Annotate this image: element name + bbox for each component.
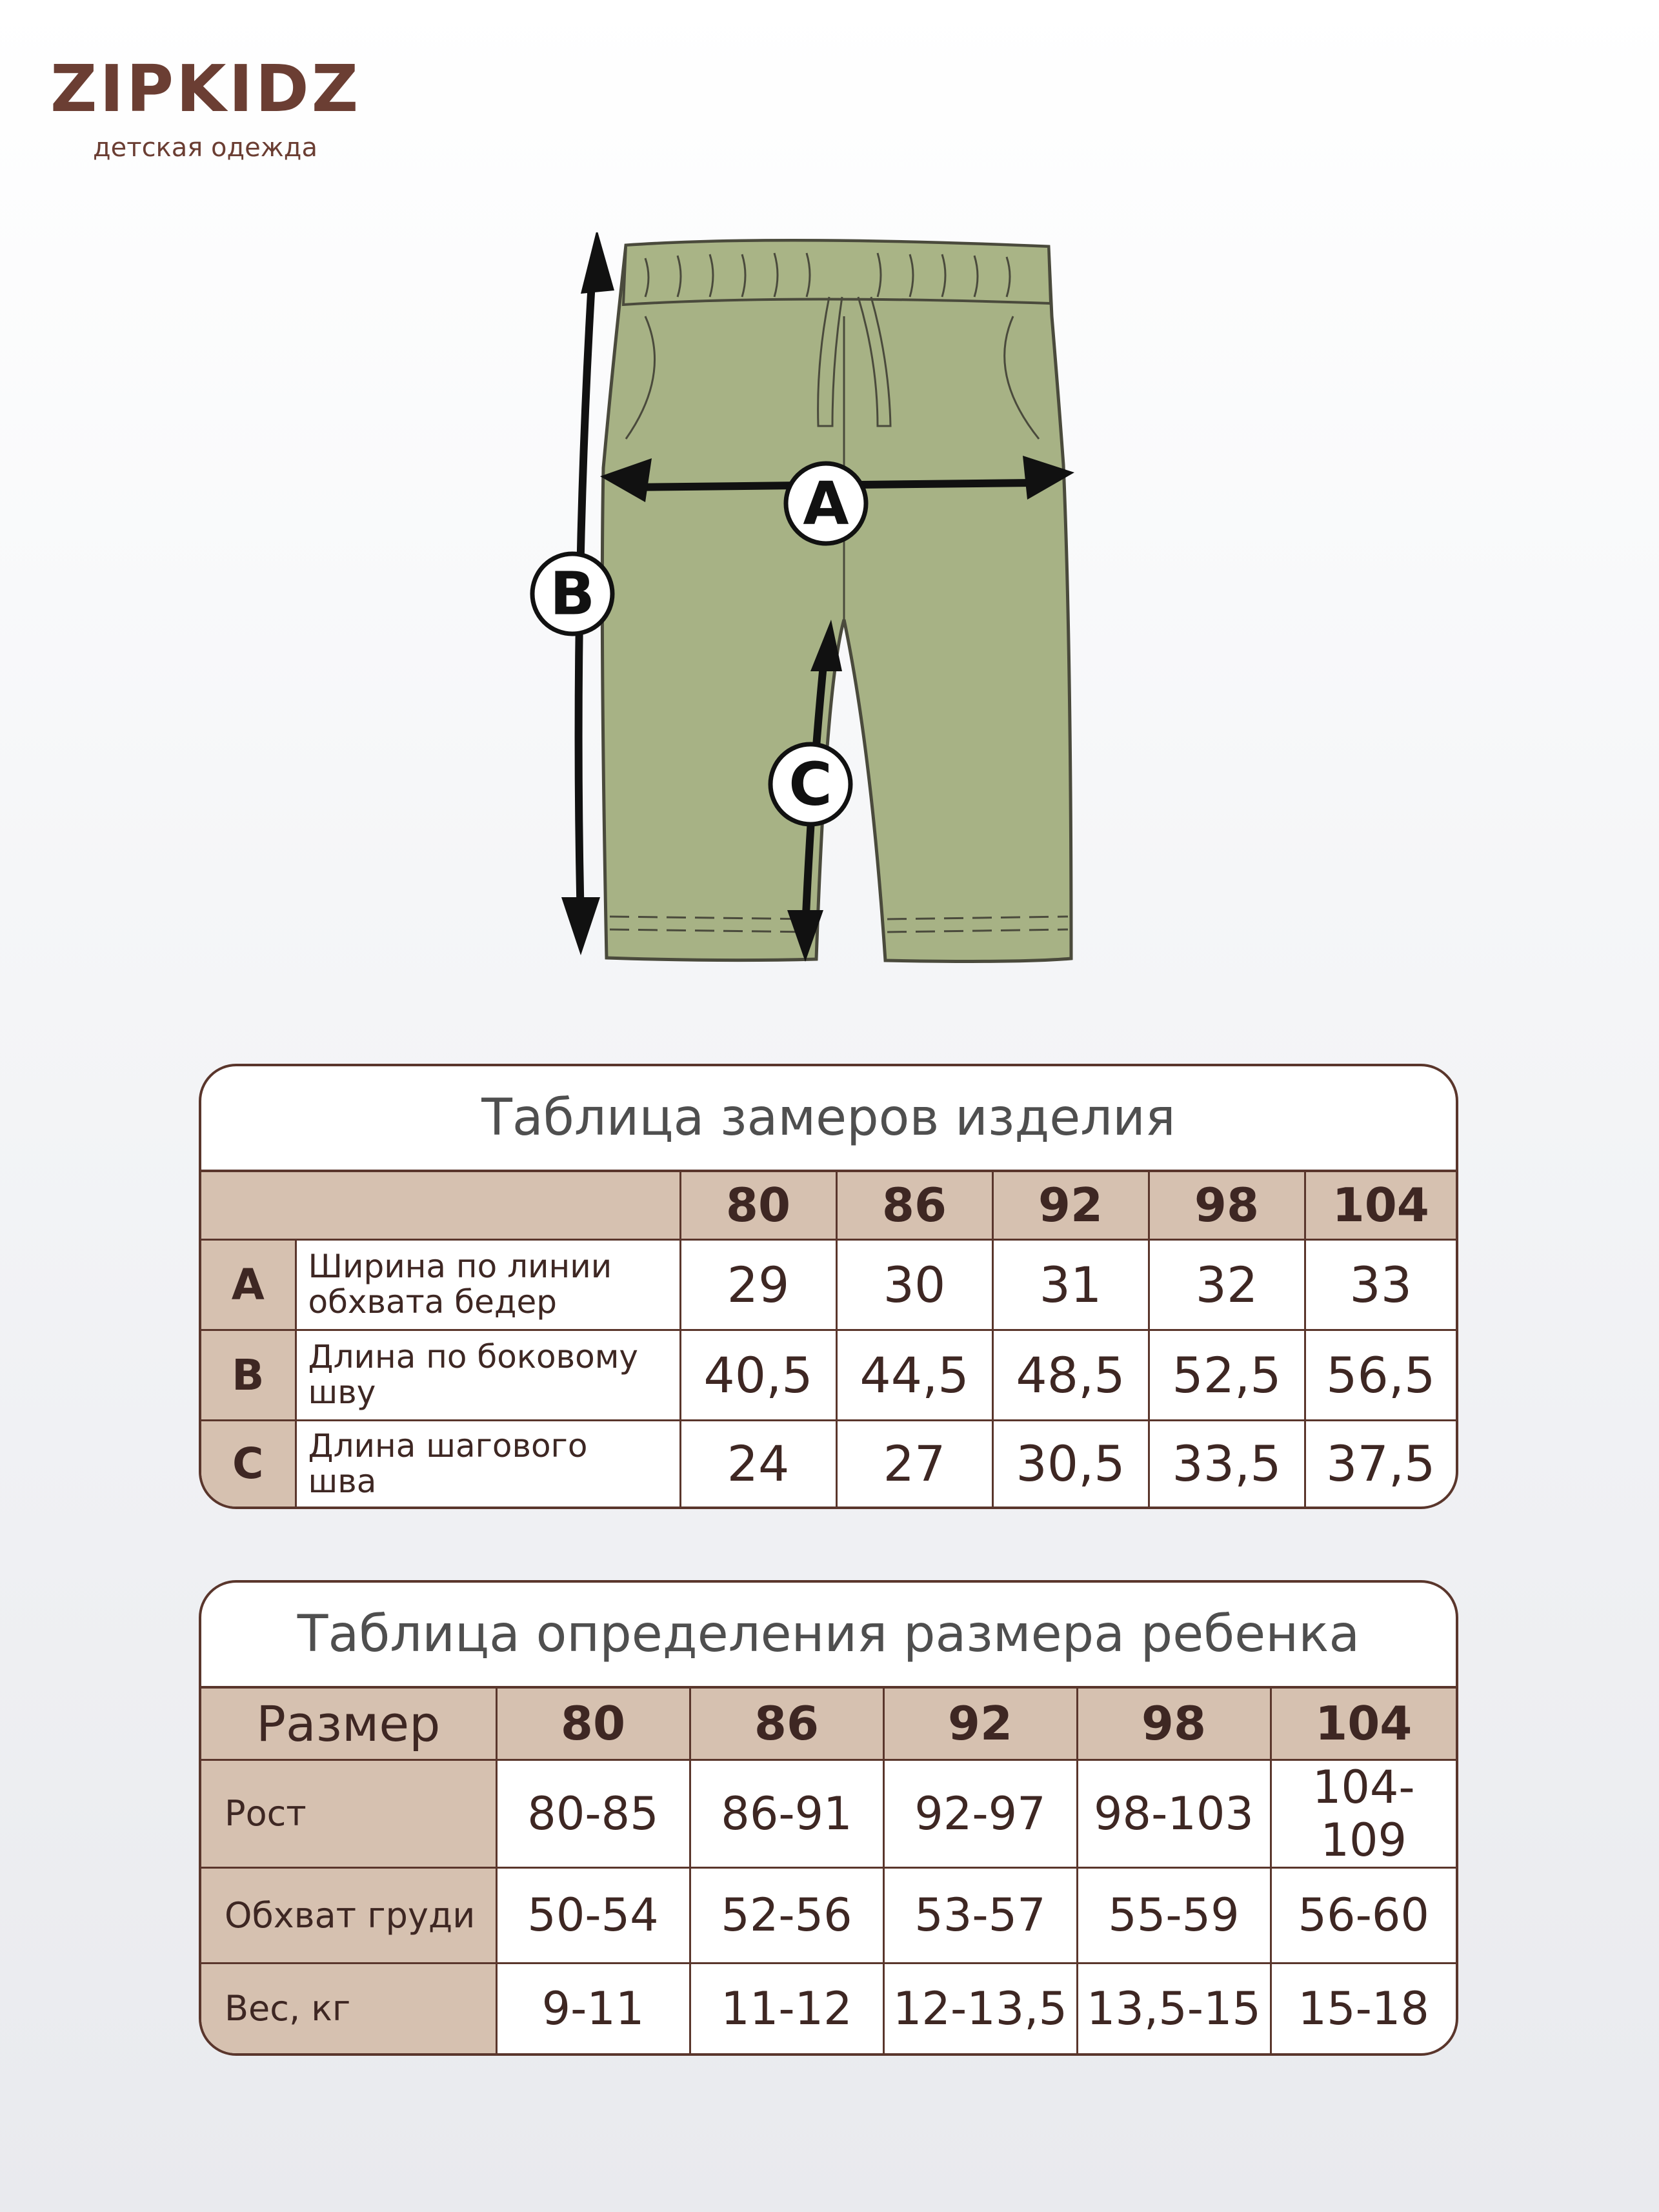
- marker-b: [532, 554, 612, 634]
- table-cell: 11-12: [690, 1963, 883, 2053]
- table-header-row: [201, 1172, 1456, 1239]
- table-cell: 32: [1149, 1239, 1305, 1330]
- table-cell: 55-59: [1077, 1867, 1271, 1963]
- row-label: Рост: [201, 1760, 496, 1867]
- table-cell: 37,5: [1305, 1420, 1456, 1507]
- table-cell: 56,5: [1305, 1330, 1456, 1420]
- marker-a-label: A: [803, 469, 849, 538]
- row-description: Длина шагового шва: [296, 1420, 680, 1507]
- table-cell: 48,5: [992, 1330, 1149, 1420]
- table-cell: 24: [680, 1420, 836, 1507]
- marker-c: [770, 744, 850, 824]
- row-description: Длина по боковому шву: [296, 1330, 680, 1420]
- size-header: 80: [680, 1172, 836, 1239]
- row-letter: A: [201, 1239, 296, 1330]
- table-cell: 44,5: [836, 1330, 992, 1420]
- row-description: Ширина по линии обхвата бедер: [296, 1239, 680, 1330]
- table-cell: 52,5: [1149, 1330, 1305, 1420]
- table-header-row: [201, 1689, 1456, 1760]
- measurements-table-panel: [199, 1064, 1458, 1509]
- brand-logo: [50, 51, 361, 163]
- table-cell: 53-57: [883, 1867, 1077, 1963]
- marker-b-label: B: [549, 559, 596, 629]
- size-header: 98: [1077, 1689, 1271, 1760]
- table-cell: 15-18: [1271, 1963, 1456, 2053]
- table-cell: 86-91: [690, 1760, 883, 1867]
- pants-illustration: [602, 240, 1071, 961]
- table-row: [201, 1963, 1456, 2053]
- size-header: 92: [992, 1172, 1149, 1239]
- table-cell: 30: [836, 1239, 992, 1330]
- table-cell: 31: [992, 1239, 1149, 1330]
- table-cell: 104-109: [1271, 1760, 1456, 1867]
- brand-name: ZIPKIDZ: [50, 51, 361, 127]
- table-cell: 40,5: [680, 1330, 836, 1420]
- table-row: [201, 1420, 1456, 1507]
- table-cell: 80-85: [496, 1760, 690, 1867]
- row-label: Вес, кг: [201, 1963, 496, 2053]
- table-cell: 9-11: [496, 1963, 690, 2053]
- size-header: 86: [836, 1172, 992, 1239]
- table-cell: 13,5-15: [1077, 1963, 1271, 2053]
- row-letter: C: [201, 1420, 296, 1507]
- size-header: 104: [1271, 1689, 1456, 1760]
- table-row: [201, 1330, 1456, 1420]
- size-table-title: Таблица определения размера ребенка: [201, 1583, 1456, 1689]
- header-empty-cell: [201, 1172, 680, 1239]
- table-cell: 29: [680, 1239, 836, 1330]
- row-label: Обхват груди: [201, 1867, 496, 1963]
- table-cell: 52-56: [690, 1867, 883, 1963]
- size-header: 80: [496, 1689, 690, 1760]
- table-cell: 27: [836, 1420, 992, 1507]
- row-letter: B: [201, 1330, 296, 1420]
- size-header: 104: [1305, 1172, 1456, 1239]
- brand-tagline: детская одежда: [93, 133, 317, 163]
- size-table: [201, 1689, 1456, 2053]
- size-header: 98: [1149, 1172, 1305, 1239]
- table-row: [201, 1239, 1456, 1330]
- table-row: [201, 1867, 1456, 1963]
- measurements-table: [201, 1172, 1456, 1507]
- table-cell: 98-103: [1077, 1760, 1271, 1867]
- table-cell: 12-13,5: [883, 1963, 1077, 2053]
- pants-measurement-diagram: [490, 232, 1084, 975]
- table-cell: 92-97: [883, 1760, 1077, 1867]
- marker-a: [786, 463, 866, 543]
- table-row: [201, 1760, 1456, 1867]
- size-header: 86: [690, 1689, 883, 1760]
- measurements-table-title: Таблица замеров изделия: [201, 1066, 1456, 1172]
- size-header-label: Размер: [201, 1689, 496, 1760]
- table-cell: 33: [1305, 1239, 1456, 1330]
- table-cell: 50-54: [496, 1867, 690, 1963]
- size-table-panel: [199, 1580, 1458, 2056]
- table-cell: 56-60: [1271, 1867, 1456, 1963]
- table-cell: 33,5: [1149, 1420, 1305, 1507]
- size-header: 92: [883, 1689, 1077, 1760]
- table-cell: 30,5: [992, 1420, 1149, 1507]
- marker-c-label: C: [789, 749, 832, 819]
